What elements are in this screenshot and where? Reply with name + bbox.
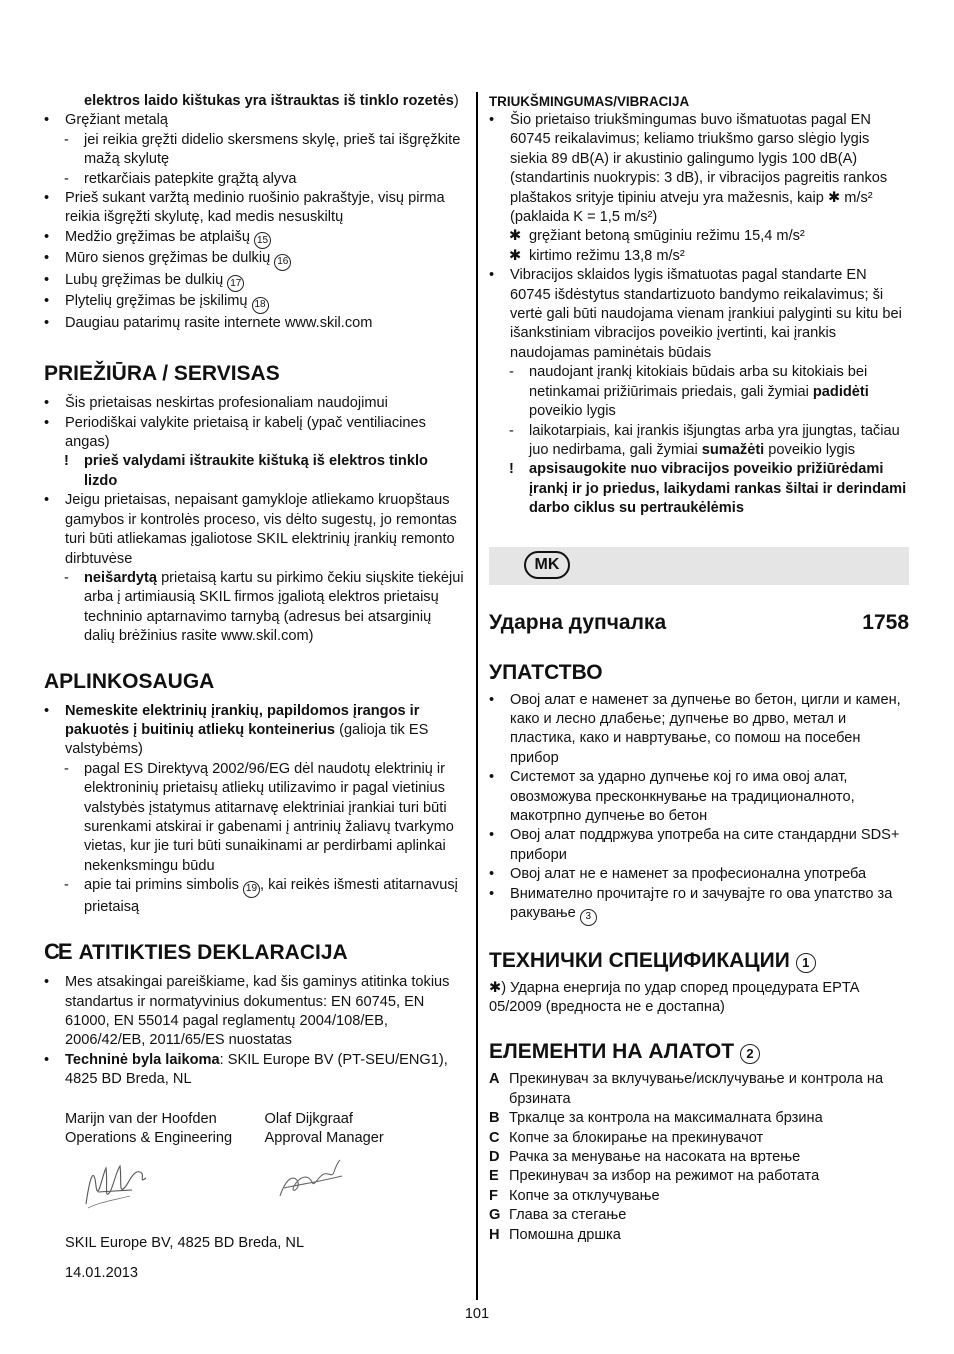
list-item: • Daugiau patarimų rasite internete www.skil.com (44, 314, 373, 331)
list-subitem: - laikotarpiais, kai įrankis išjungtas arba yra įjungtas, tačiau juo nedirbama, gali žymiai sumažėti poveikio lygis (509, 422, 900, 458)
signature-1-icon (80, 1156, 272, 1226)
figure-ref-badge: 17 (227, 275, 244, 292)
signatory-role: Approval Manager (264, 1129, 384, 1146)
list-item: • Šis prietaisas neskirtas profesionaliam naudojimui (44, 395, 388, 412)
list-subitem: - retkarčiais patepkite grąžtą alyva (64, 170, 297, 187)
intro-note: elektros laido kištukas yra ištrauktas iš tinklo rozetės) (84, 93, 459, 109)
list-subitem: - jei reikia gręžti didelio skersmens skylę, prieš tai išgręžkite mažą skylutę (64, 131, 461, 168)
list-subitem: - apie tai primins simbolis 19 , kai reikės išmesti atitarnavusį prietaisą (64, 877, 458, 915)
star-item: ✱ gręžiant betoną smūginiu režimu 15,4 m/s² (509, 228, 805, 245)
product-heading (489, 610, 909, 636)
element-item: B Тркалце за контрола на максималната брзина (489, 1110, 823, 1127)
figure-ref-badge: 19 (243, 881, 260, 898)
figure-ref-badge: 2 (740, 1044, 760, 1064)
figure-ref-badge: 16 (274, 254, 291, 271)
left-column (44, 92, 464, 1283)
section-title-instructions: УПАТСТВО (489, 660, 603, 684)
signatories (44, 1110, 464, 1149)
element-item: D Рачка за менување на насоката на вртење (489, 1148, 801, 1165)
section-title-declaration: CE ATITIKTIES DEKLARACIJA (44, 939, 348, 965)
section-title-specs: ТЕХНИЧКИ СПЕЦИФИКАЦИИ 1 (489, 948, 909, 973)
list-item: • Techninė byla laikoma: SKIL Europe BV (PT-SEU/ENG1), 4825 BD Breda, NL (44, 1051, 448, 1088)
right-column (489, 92, 909, 1245)
signatures (44, 1156, 464, 1226)
list-item: • Овој алат не е наменет за професионална употреба (489, 866, 867, 883)
figure-ref-badge: 18 (252, 297, 269, 314)
list-item: • Овој алат поддржува употреба на сите стандардни SDS+ прибори (489, 827, 900, 863)
section-title-elements: ЕЛЕМЕНТИ НА АЛАТОТ 2 (489, 1039, 909, 1064)
list-item: • Medžio gręžimas be atplaišų 15 (44, 228, 464, 250)
signatory-name: Marijn van der Hoofden (65, 1110, 217, 1127)
signatory-1 (65, 1110, 265, 1149)
element-item: E Прекинувач за избор на режимот на работата (489, 1168, 820, 1185)
list-item: • Овој алат е наменет за дупчење во бетон, цигли и камен, како и лесно длабење; дупчење во дрво, метал и пластика, како и навртување, со помош на посебен прибор (489, 691, 901, 766)
list-item: • Gręžiant metalą (44, 112, 169, 129)
product-title: Ударна дупчалка (489, 610, 667, 634)
star-item: ✱ kirtimo režimu 13,8 m/s² (509, 247, 685, 264)
element-item: A Прекинувач за вклучување/исклучување и контрола на брзината (489, 1071, 884, 1107)
list-subitem: - pagal ES Direktyvą 2002/96/EG dėl naudotų elektrinių ir elektroninių prietaisų atliekų utilizavimo ir pagal vietinius valstybės įstatymus atitarnavę elektriniai įrankiai turi būti surenkami atskirai ir gabenami į antrinių žaliavų tvarkymo vietas, kur jie turi būti sunaikinami ar perdirbami aplinkai nekenksmingu būdu (64, 760, 454, 874)
language-badge: MK (524, 551, 570, 579)
list-item: • Periodiškai valykite prietaisą ir kabelį (ypač ventiliacines angas) (44, 414, 426, 451)
list-item: • Jeigu prietaisas, nepaisant gamykloje atliekamo kruopštaus gamybos ir kontrolės proceso, vis dėlto sugestų, jo remontas turi būti atliekamas įgaliotose SKIL elektrinių įrankių remonto dirbtuvėse (44, 492, 457, 567)
section-title-noise: TRIUKŠMINGUMAS/VIBRACIJA (489, 94, 690, 109)
column-divider (476, 92, 478, 1300)
signatory-name: Olaf Dijkgraaf (264, 1110, 353, 1127)
element-item: C Копче за блокирање на прекинувачот (489, 1129, 764, 1146)
list-item: • Mūro sienos gręžimas be dulkių 16 (44, 249, 464, 271)
figure-ref-badge: 3 (580, 909, 597, 926)
signatory-2 (265, 1110, 465, 1149)
specs-note: ✱) Ударна енергија по удар според процедурата EPTA 05/2009 (вредноста не е достапна) (489, 979, 859, 1015)
section-title-environment: APLINKOSAUGA (44, 669, 215, 693)
list-item: • Mes atsakingai pareiškiame, kad šis gaminys atitinka tokius standartus ir normatyvinius dokumentus: EN 60745, EN 61000, EN 55014 pagal reglamentų 2004/108/EB, 2006/42/EB, 2011/65/ES nuostatas (44, 974, 450, 1049)
list-item: • Plytelių gręžimas be įskilimų 18 (44, 292, 464, 314)
list-item: • Prieš sukant varžtą medinio ruošinio pakraštyje, visų pirma reikia išgręžti skylutę, kad medis nesuskiltų (44, 190, 445, 226)
element-item: H Помошна дршка (489, 1226, 621, 1243)
element-item: G Глава за стегање (489, 1207, 627, 1224)
page-number: 101 (464, 1306, 490, 1322)
language-bar (489, 547, 909, 585)
list-subitem: - naudojant įrankį kitokiais būdais arba su kitokiais bei netinkamai prižiūrimais priedais, gali žymiai padidėti poveikio lygis (509, 364, 869, 420)
model-number: 1758 (862, 610, 909, 634)
element-item: F Копче за отклучување (489, 1187, 660, 1204)
warning-item: ! prieš valydami ištraukite kištuką iš elektros tinklo lizdo (64, 453, 428, 489)
list-item: • Nemeskite elektrinių įrankių, papildomos įrangos ir pakuotės į buitinių atliekų konteinerius (galioja tik ES valstybėms) (44, 702, 429, 758)
company-address: SKIL Europe BV, 4825 BD Breda, NL (65, 1235, 305, 1252)
list-item: • Lubų gręžimas be dulkių 17 (44, 271, 464, 293)
list-subitem: - neišardytą prietaisą kartu su pirkimo čekiu siųskite tiekėjui arba į artimiausią SKIL firmos įgaliotą elektros prietaisų techninio aptarnavimo tarnybą (adresus bei atsarginių dalių brėžinius rasite www.skil.com) (64, 569, 464, 645)
section-title-maintenance: PRIEŽIŪRA / SERVISAS (44, 362, 280, 386)
ce-mark-icon: CE (44, 939, 71, 965)
warning-item: ! apsisaugokite nuo vibracijos poveikio prižiūrėdami įrankį ir jo priedus, laikydami rankas šiltai ir derindami darbo ciklus su pertraukėlėmis (509, 461, 907, 517)
list-item: • Vibracijos sklaidos lygis išmatuotas pagal standarte EN 60745 išdėstytus standartizuoto bandymo reikalavimus; ši vertė gali būti naudojama vienam įrankiui palyginti su kitu bei išankstiniam vibracijos poveikio įvertinti, kai įrankis naudojamas paminėtais būdais (489, 267, 902, 361)
figure-ref-badge: 15 (254, 232, 271, 249)
list-item: • Внимателно прочитајте го и зачувајте го ова упатство за ракување 3 (489, 885, 909, 926)
figure-ref-badge: 1 (796, 953, 816, 973)
list-item: • Šio prietaiso triukšmingumas buvo išmatuotas pagal EN 60745 reikalavimus; keliamo triukšmo garso slėgio lygis siekia 89 dB(A) ir akustinio galingumo lygis 100 dB(A) (standartinis nuokrypis: 3 dB), ir vibracijos pagreitis rankos plaštakos srityje tipiniu atveju yra mažesnis, kaip ✱ m/s² (paklaida K = 1,5 m/s²) (489, 112, 888, 226)
signature-2-icon (272, 1156, 464, 1226)
signatory-role: Operations & Engineering (65, 1129, 233, 1146)
list-item: • Системот за ударно дупчење кој го има овој алат, овозможува пресконкнување на традиционалното, макотрпно дупчење во бетон (489, 769, 855, 824)
declaration-date: 14.01.2013 (65, 1264, 139, 1281)
